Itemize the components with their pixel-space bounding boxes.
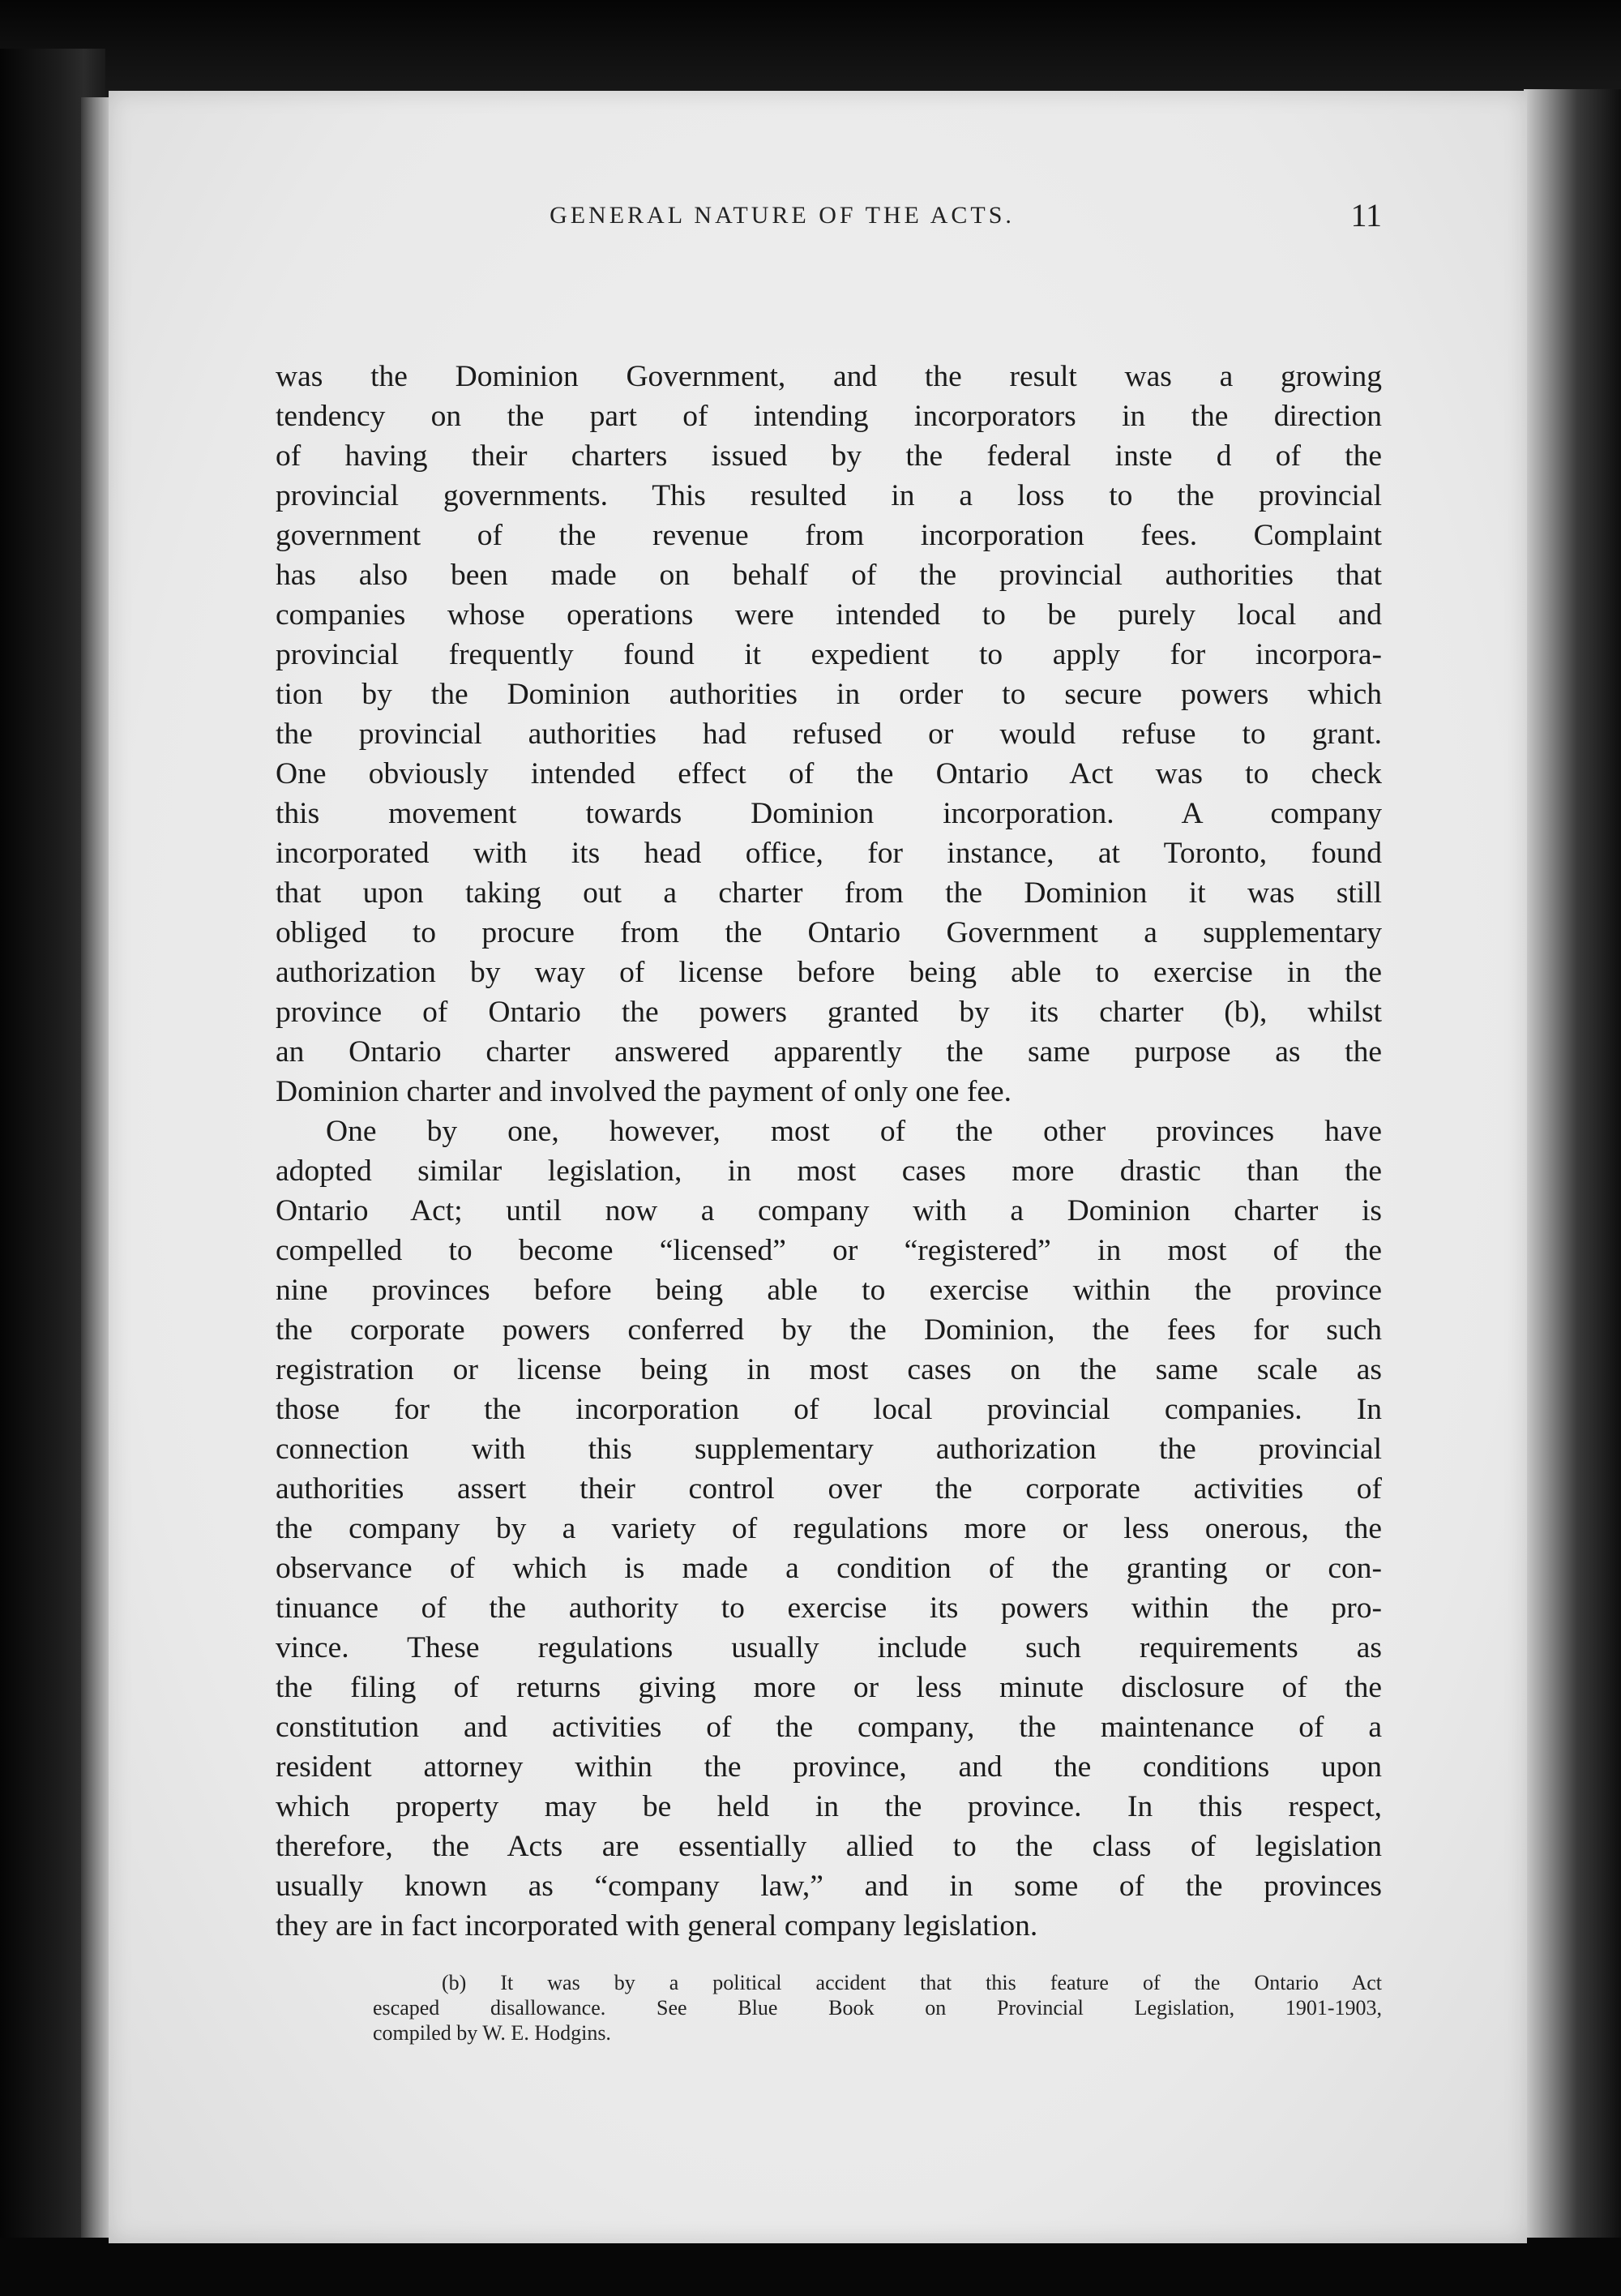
text-line: incorporated with its head office, for instance, at Toronto, found <box>276 837 1382 870</box>
text-line: obliged to procure from the Ontario Government a supplementary <box>276 916 1382 949</box>
text-line: constitution and activities of the company, the maintenance of a <box>276 1711 1382 1744</box>
footnote-line: (b) It was by a political accident that this feature of the Ontario Act <box>442 1971 1382 1994</box>
text-line: One obviously intended effect of the Ontario Act was to check <box>276 757 1382 790</box>
running-title: GENERAL NATURE OF THE ACTS. <box>550 202 1015 229</box>
text-line: connection with this supplementary authorization the provincial <box>276 1433 1382 1466</box>
text-line: has also been made on behalf of the provincial authorities that <box>276 559 1382 592</box>
text-line: was the Dominion Government, and the result was a growing <box>276 360 1382 393</box>
text-line: this movement towards Dominion incorporation. A company <box>276 797 1382 830</box>
text-line: provincial governments. This resulted in a loss to the provincial <box>276 479 1382 512</box>
footnote <box>373 1970 1382 2045</box>
footnote-line: escaped disallowance. See Blue Book on Provincial Legislation, 1901-1903, <box>373 1996 1382 2020</box>
text-line: vince. These regulations usually include such requirements as <box>276 1631 1382 1664</box>
text-line: of having their charters issued by the federal inste d of the <box>276 439 1382 473</box>
text-line: nine provinces before being able to exercise within the province <box>276 1274 1382 1307</box>
footnote-line: compiled by W. E. Hodgins. <box>373 2021 611 2045</box>
text-line: which property may be held in the province. In this respect, <box>276 1790 1382 1823</box>
text-line: the company by a variety of regulations more or less onerous, the <box>276 1512 1382 1545</box>
facing-page-edge <box>81 97 109 2238</box>
text-line: authorities assert their control over the corporate activities of <box>276 1472 1382 1506</box>
text-line: adopted similar legislation, in most cases more drastic than the <box>276 1154 1382 1188</box>
running-head <box>182 191 1382 240</box>
text-line: tion by the Dominion authorities in order to secure powers which <box>276 678 1382 711</box>
text-line: Ontario Act; until now a company with a Dominion charter is <box>276 1194 1382 1227</box>
text-line: authorization by way of license before being able to exercise in the <box>276 956 1382 989</box>
text-line: resident attorney within the province, and the conditions upon <box>276 1750 1382 1784</box>
text-line: tendency on the part of intending incorporators in the direction <box>276 400 1382 433</box>
text-line: the filing of returns giving more or less minute disclosure of the <box>276 1671 1382 1704</box>
text-line: province of Ontario the powers granted by its charter (b), whilst <box>276 996 1382 1029</box>
text-line: compelled to become “licensed” or “registered” in most of the <box>276 1234 1382 1267</box>
text-line: Dominion charter and involved the payment of only one fee. <box>276 1075 1012 1108</box>
text-line: those for the incorporation of local provincial companies. In <box>276 1393 1382 1426</box>
text-line: provincial frequently found it expedient to apply for incorpora- <box>276 638 1382 671</box>
text-line: registration or license being in most cases on the same scale as <box>276 1353 1382 1386</box>
body-text <box>276 357 1382 1946</box>
text-line: observance of which is made a condition of the granting or con- <box>276 1552 1382 1585</box>
page-number: 11 <box>1350 197 1382 233</box>
text-line: One by one, however, most of the other provinces have <box>326 1115 1382 1148</box>
text-line: they are in fact incorporated with general company legislation. <box>276 1909 1038 1943</box>
text-line: usually known as “company law,” and in some of the provinces <box>276 1870 1382 1903</box>
text-line: companies whose operations were intended to be purely local and <box>276 598 1382 632</box>
scan-top-border <box>0 0 1621 105</box>
text-line: tinuance of the authority to exercise its powers within the pro- <box>276 1591 1382 1625</box>
text-line: an Ontario charter answered apparently the same purpose as the <box>276 1035 1382 1069</box>
text-line: the corporate powers conferred by the Dominion, the fees for such <box>276 1313 1382 1347</box>
page-stack-edge <box>1524 89 1621 2262</box>
text-line: therefore, the Acts are essentially allied to the class of legislation <box>276 1830 1382 1863</box>
text-line: that upon taking out a charter from the Dominion it was still <box>276 876 1382 910</box>
scan-bottom-border <box>0 2238 1621 2296</box>
text-line: the provincial authorities had refused or would refuse to grant. <box>276 718 1382 751</box>
text-line: government of the revenue from incorporation fees. Complaint <box>276 519 1382 552</box>
